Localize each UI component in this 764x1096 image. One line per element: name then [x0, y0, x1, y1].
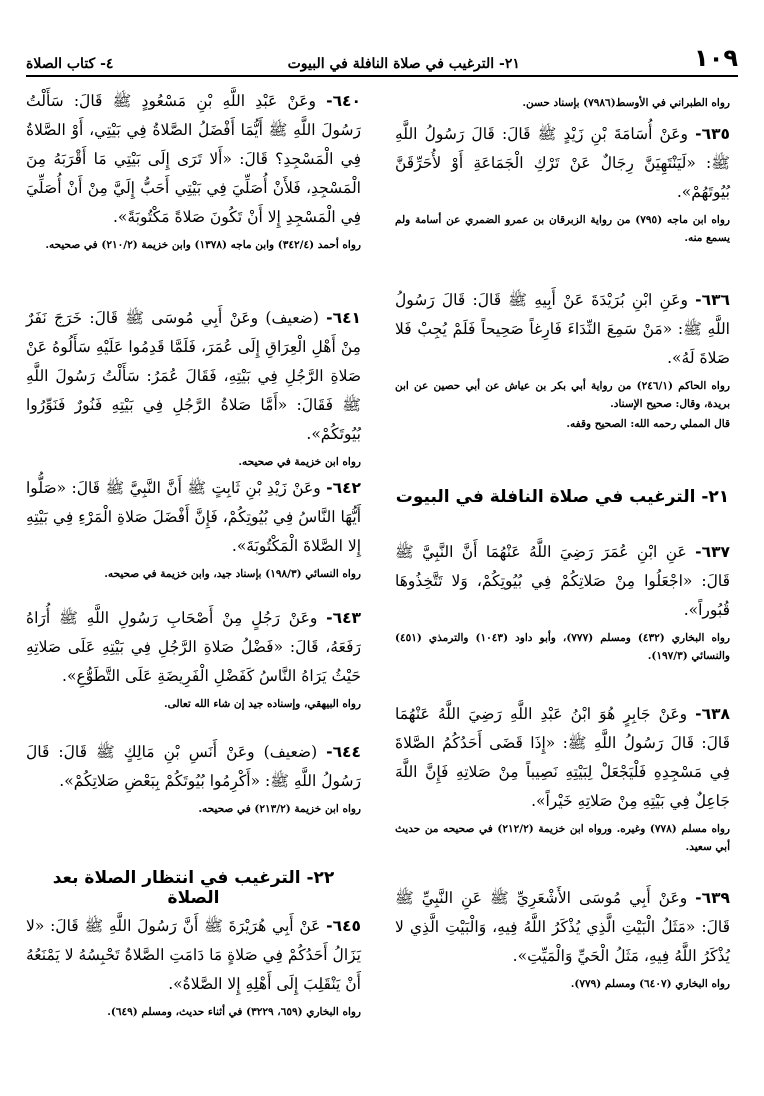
hadith-643 — [26, 604, 361, 713]
hadith-text: عَنْ أَبِي هُرَيْرَةَ ﷺ أَنَّ رَسُولَ اللَّهِ ﷺ قَالَ: «لا يَزَالُ أَحَدُكُمْ فِي صَلاةٍ مَا دَامَتِ الصَّلاةُ تَحْبِسُهُ لا يَمْنَعُهُ أَنْ يَنْقَلِبَ إِلَى أَهْلِهِ إِلا الصَّلاةُ». — [26, 917, 361, 993]
hadith-text: وعَنْ جَابِرٍ هُوَ ابْنُ عَبْدِ اللَّهِ رَضِيَ اللَّهُ عَنْهُمَا قَالَ: قَالَ رَسُولُ اللَّهِ ﷺ: «إِذَا قَضَى أَحَدُكُمُ الصَّلاةَ فِي مَسْجِدِهِ فَلْيَجْعَلْ لِبَيْتِهِ نَصِيباً مِنْ صَلاتِهِ فَإِنَّ اللَّهَ جَاعِلٌ فِي بَيْتِهِ مِنْ صَلاتِهِ خَيْراً». — [395, 705, 730, 810]
hadith-text: (ضعيف) وعَنْ أَبِي مُوسَى ﷺ قَالَ: خَرَجَ نَفَرٌ مِنْ أَهْلِ الْعِرَاقِ إِلَى عُمَرَ، فَلَمَّا قَدِمُوا عَلَيْهِ سَأَلُوهُ عَنْ صَلاةِ الرَّجُلِ فِي بَيْتِهِ، فَقَالَ عُمَرُ: سَأَلْتُ رَسُولَ اللَّهِ ﷺ فَقَالَ: «أَمَّا صَلاةُ الرَّجُلِ فِي بَيْتِهِ فَنُورٌ فَنَوِّرُوا بُيُوتَكُمْ». — [26, 309, 361, 443]
hadith-text: وعَنْ أُسَامَةَ بْنِ زَيْدٍ ﷺ قَالَ: قَالَ رَسُولُ اللَّهِ ﷺ: «لَيَنْتَهِيَنَّ رِجَالٌ عَنْ تَرْكِ الْجَمَاعَةِ أَوْ لأُحَرِّقَنَّ بُيُوتَهُمْ». — [395, 125, 730, 201]
hadith-number: ٦٤٤- — [326, 743, 361, 761]
hadith-source: رواه النسائي (١٩٨/٣) بإسناد جيد، وابن خزيمة في صحيحه. — [104, 568, 361, 580]
hadith-source: رواه ابن خزيمة في صحيحه. — [238, 456, 361, 468]
hadith-source: رواه البخاري (٦٥٩، ٣٢٢٩) في أثناء حديث، ومسلم (٦٤٩). — [107, 1006, 361, 1018]
hadith-source: رواه البخاري (٤٣٢) ومسلم (٧٧٧)، وأبو داود (١٠٤٣) والترمذي (٤٥١) والنسائي (١٩٧/٣). — [395, 632, 730, 662]
compiler-note: قال المملي رحمه الله: الصحيح وقفه. — [566, 418, 730, 430]
running-title-book: ٤- كتاب الصلاة — [26, 56, 114, 72]
hadith-number: ٦٣٦- — [695, 291, 730, 309]
hadith-number: ٦٤٣- — [326, 609, 361, 627]
hadith-source: رواه مسلم (٧٧٨) وغيره. ورواه ابن خزيمة (٢١٢/٢) في صحيحه من حديث أبي سعيد. — [395, 823, 731, 853]
hadith-source: رواه أحمد (٣٤٢/٤) وابن ماجه (١٣٧٨) وابن خزيمة (٢١٠/٢) في صحيحه. — [45, 239, 361, 251]
hadith-number: ٦٤٢- — [326, 479, 361, 497]
hadith-number: ٦٣٨- — [695, 705, 730, 723]
hadith-639 — [395, 884, 730, 993]
hadith-638 — [395, 700, 730, 856]
hadith-source: رواه ابن خزيمة (٢١٣/٢) في صحيحه. — [198, 803, 361, 815]
hadith-text: وعَنْ عَبْدِ اللَّهِ بْنِ مَسْعُودٍ ﷺ قَالَ: سَأَلْتُ رَسُولَ اللَّهِ ﷺ أَيُّمَا أَفْضَلُ الصَّلاةُ فِي بَيْتِي، أَوْ الصَّلاةُ فِي الْمَسْجِدِ؟ قَالَ: «أَلا تَرَى إِلَى بَيْتِي مَا أَقْرَبَهُ مِنَ الْمَسْجِدِ، فَلأَنْ أُصَلِّيَ فِي بَيْتِي أَحَبُّ إِلَيَّ مِنْ أَنْ أُصَلِّيَ فِي الْمَسْجِدِ إِلا أَنْ تَكُونَ صَلاةً مَكْتُوبَةً». — [26, 92, 361, 226]
hadith-text: عَنِ ابْنِ عُمَرَ رَضِيَ اللَّهُ عَنْهُمَا أَنَّ النَّبِيَّ ﷺ قَالَ: «اجْعَلُوا مِنْ صَلاتِكُمْ فِي بُيُوتِكُمْ، وَلا تَتَّخِذُوهَا قُبُوراً». — [395, 543, 730, 619]
hadith-number: ٦٣٥- — [695, 125, 730, 143]
hadith-number: ٦٤٥- — [326, 917, 361, 935]
section-heading-21: ٢١- الترغيب في صلاة النافلة في البيوت — [395, 487, 730, 507]
page-number: ١٠٩ — [694, 44, 738, 72]
hadith-source: رواه البخاري (٦٤٠٧) ومسلم (٧٧٩). — [570, 978, 730, 990]
hadith-text: (ضعيف) وعَنْ أَنَسِ بْنِ مَالِكٍ ﷺ قَالَ: قَالَ رَسُولُ اللَّهِ ﷺ: «أَكْرِمُوا بُيُوتَكُمْ بِبَعْضِ صَلاتِكُمْ». — [26, 743, 361, 790]
hadith-number: ٦٤٠- — [326, 92, 361, 110]
hadith-text: وعَنِ ابْنِ بُرَيْدَةَ عَنْ أَبِيهِ ﷺ قَالَ: قَالَ رَسُولُ اللَّهِ ﷺ: «مَنْ سَمِعَ النِّدَاءَ فَارِغاً صَحِيحاً فَلَمْ يُجِبْ فَلا صَلاةَ لَهُ». — [395, 291, 730, 367]
hadith-number: ٦٣٩- — [695, 889, 730, 907]
section-heading-22: ٢٢- الترغيب في انتظار الصلاة بعد الصلاة — [52, 868, 335, 908]
hadith-635 — [395, 120, 730, 247]
running-title-section: ٢١- الترغيب في صلاة النافلة في البيوت — [287, 56, 520, 72]
hadith-source: رواه الحاكم (٢٤٦/١) من رواية أبي بكر بن عياش عن أبي حصين عن ابن بريدة، وقال: صحيح الإسناد. — [395, 380, 730, 410]
hadith-text: وعَنْ أَبِي مُوسَى الأَشْعَرِيِّ ﷺ عَنِ النَّبِيِّ ﷺ قَالَ: «مَثَلُ الْبَيْتِ الَّذِي يُذْكَرُ اللَّهُ فِيهِ، وَالْبَيْتِ الَّذِي لا يُذْكَرُ اللَّهُ فِيهِ، مَثَلُ الْحَيِّ وَالْمَيِّتِ». — [395, 889, 730, 965]
hadith-number: ٦٣٧- — [695, 543, 730, 561]
hadith-source: رواه ابن ماجه (٧٩٥) من رواية الزبرقان بن عمرو الضمري عن أسامة ولم يسمع منه. — [395, 214, 730, 244]
hadith-text: وعَنْ رَجُلٍ مِنْ أَصْحَابِ رَسُولِ اللَّهِ ﷺ أُرَاهُ رَفَعَهُ، قَالَ: «فَضْلُ صَلاةِ الرَّجُلِ فِي بَيْتِهِ عَلَى صَلاتِهِ حَيْثُ يَرَاهُ النَّاسُ كَفَضْلِ الْفَرِيضَةِ عَلَى التَّطَوُّعِ». — [26, 609, 361, 685]
hadith-number: ٦٤١- — [326, 309, 361, 327]
hadith-636 — [395, 286, 730, 433]
hadith-source: رواه البيهقي، وإسناده جيد إن شاء الله تعالى. — [164, 698, 361, 710]
hadith-644 — [26, 738, 361, 818]
hadith-641 — [26, 304, 361, 471]
hadith-text: وعَنْ زَيْدِ بْنِ ثَابِتٍ ﷺ أَنَّ النَّبِيَّ ﷺ قَالَ: «صَلُّوا أَيُّهَا النَّاسُ فِي بُيُوتِكُمْ، فَإِنَّ أَفْضَلَ صَلاةِ الْمَرْءِ فِي بَيْتِهِ إِلا الصَّلاةَ الْمَكْتُوبَةَ». — [26, 479, 361, 555]
hadith-637 — [395, 538, 730, 665]
page-header — [26, 42, 738, 77]
hadith-642 — [26, 474, 361, 583]
hadith-640 — [26, 87, 361, 254]
source-note: رواه الطبراني في الأوسط(٧٩٨٦) بإسناد حسن. — [522, 97, 730, 109]
hadith-645 — [26, 912, 361, 1021]
